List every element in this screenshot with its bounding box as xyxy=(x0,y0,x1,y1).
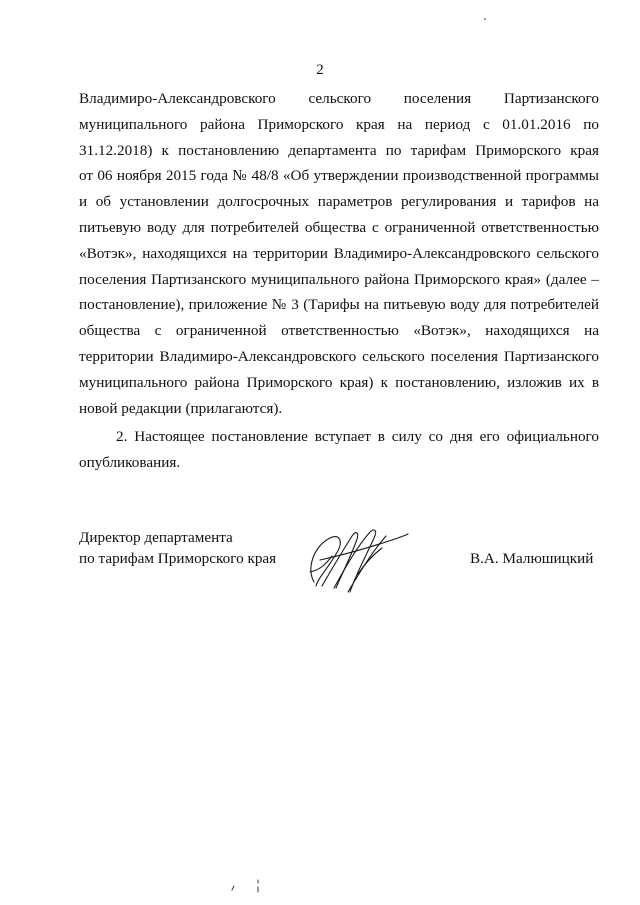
paragraph-1 xyxy=(79,86,599,421)
document-body xyxy=(79,86,599,476)
paragraph-1-line: муниципального района Приморского края) к постановлению, изложив их в xyxy=(79,373,599,391)
paragraph-1-line: новой редакции (прилагаются). xyxy=(79,399,283,417)
signer-position xyxy=(79,527,276,569)
signer-position-line-2: по тарифам Приморского края xyxy=(79,550,277,567)
paragraph-1-line: Владимиро-Александровского сельского поселения Партизанского xyxy=(79,90,599,107)
page-number: 2 xyxy=(316,62,324,78)
signer-name: В.А. Малюшицкий xyxy=(470,550,594,567)
handwritten-signature xyxy=(300,512,415,602)
signer-position-line-1: Директор департамента xyxy=(79,529,233,546)
paragraph-1-line: поселения Партизанского муниципального района Приморского края» (далее – xyxy=(79,270,599,288)
paragraph-2-line: 2. Настоящее постановление вступает в силу со дня его официального xyxy=(116,428,599,446)
paragraph-1-line: «Вотэк», находящихся на территории Владимиро-Александровского сельского xyxy=(79,244,599,262)
paragraph-1-line: от 06 ноября 2015 года № 48/8 «Об утверждении производственной программы xyxy=(79,167,599,185)
paragraph-2-line: опубликования. xyxy=(79,454,181,472)
scan-marks xyxy=(228,876,268,896)
paragraph-1-line: питьевую воду для потребителей общества с ограниченной ответственностью xyxy=(79,218,599,236)
paragraph-1-line: муниципального района Приморского края на период с 01.01.2016 по xyxy=(79,115,599,133)
paragraph-1-line: территории Владимиро-Александровского сельского поселения Партизанского xyxy=(79,347,599,365)
paragraph-1-line: постановление), приложение № 3 (Тарифы на питьевую воду для потребителей xyxy=(79,296,599,314)
paragraph-2 xyxy=(79,424,599,476)
corner-dot xyxy=(484,18,486,20)
paragraph-1-line: 31.12.2018) к постановлению департамента по тарифам Приморского края xyxy=(79,141,599,159)
paragraph-1-line: и об установлении долгосрочных параметров регулирования и тарифов на xyxy=(79,193,599,211)
paragraph-1-line: общества с ограниченной ответственностью «Вотэк», находящихся на xyxy=(79,322,599,340)
